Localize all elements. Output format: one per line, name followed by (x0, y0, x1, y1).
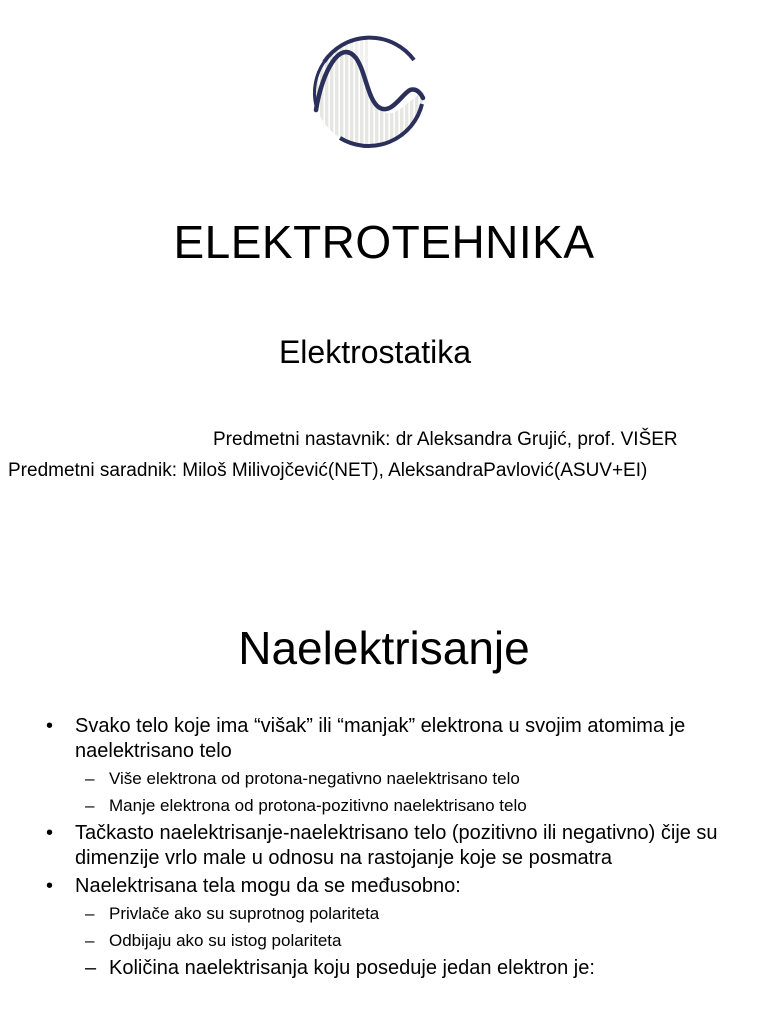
sub-bullet-item (0, 767, 768, 790)
sub-bullet-item (0, 929, 768, 952)
bullet-item (0, 874, 768, 899)
sub-bullet-text: Privlače ako su suprotnog polariteta (109, 904, 380, 923)
sub-bullet-item (0, 956, 768, 981)
bullet-marker: • (46, 875, 54, 897)
sub-bullet-text: Više elektrona od protona-negativno naelektrisano telo (109, 769, 520, 788)
sub-bullet-marker: – (85, 769, 95, 788)
sub-bullet-marker: – (85, 931, 95, 950)
sub-bullet-item (0, 794, 768, 817)
bullet-item (0, 821, 768, 871)
bullet-marker: • (46, 715, 54, 737)
bullet-item (0, 714, 768, 764)
sub-bullet-marker: – (85, 904, 95, 923)
bullet-marker: • (46, 822, 54, 844)
bullet-text: Naelektrisana tela mogu da se međusobno: (75, 875, 461, 897)
bullet-list (0, 714, 768, 985)
sub-bullet-marker: – (85, 957, 97, 979)
sub-bullet-text: Količina naelektrisanja koju poseduje jedan elektron je: (109, 957, 595, 979)
assistant-credit: Predmetni saradnik: Miloš Milivojčević(NET), AleksandraPavlović(ASUV+EI) (8, 460, 648, 481)
sub-bullet-text: Manje elektrona od protona-pozitivno naelektrisano telo (109, 796, 527, 815)
sub-bullet-item (0, 902, 768, 925)
bullet-text: Svako telo koje ima “višak” ili “manjak” elektrona u svojim atomima je naelektrisano telo (75, 715, 686, 762)
content-slide (0, 576, 768, 1024)
bullet-text: Tačkasto naelektrisanje-naelektrisano telo (pozitivno ili negativno) čije su dimenzije vrlo male u odnosu na rastojanje koje se posmatra (75, 822, 718, 869)
sub-bullet-marker: – (85, 796, 95, 815)
teacher-credit: Predmetni nastavnik: dr Aleksandra Grujić, prof. VIŠER (213, 429, 678, 450)
sine-wave-circle-logo-icon (310, 32, 428, 150)
course-title: ELEKTROTEHNIKA (173, 216, 595, 268)
slide-title: Naelektrisanje (238, 622, 530, 674)
course-subtitle: Elektrostatika (278, 334, 472, 370)
sub-bullet-text: Odbijaju ako su istog polariteta (109, 931, 342, 950)
